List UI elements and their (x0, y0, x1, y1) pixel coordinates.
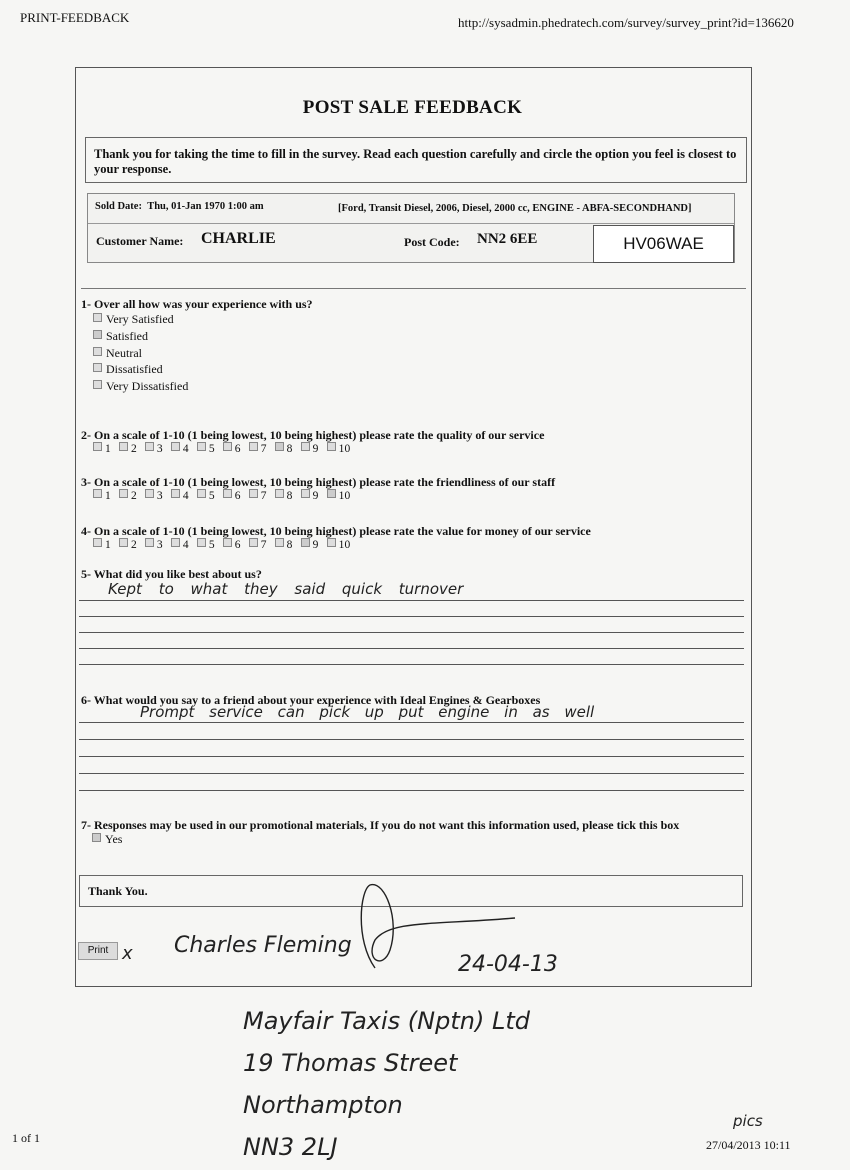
scale-option[interactable] (275, 538, 293, 551)
scale-option[interactable] (93, 538, 111, 551)
scale-label: 9 (312, 539, 319, 551)
answer-5-handwriting: Kept to what they said quick turnover (108, 580, 464, 598)
q1-option-label: Very Satisfied (106, 312, 174, 326)
scale-label: 5 (208, 490, 215, 502)
scale-label: 10 (338, 490, 351, 502)
scale-option[interactable] (197, 538, 215, 551)
scale-label: 4 (182, 443, 189, 455)
signature-mark: x (122, 943, 133, 964)
checkbox[interactable] (275, 538, 284, 547)
handwritten-address (243, 1000, 530, 1168)
scale-option[interactable] (171, 489, 189, 502)
checkbox[interactable] (301, 442, 310, 451)
scale-option[interactable] (327, 442, 351, 455)
checkbox-checked[interactable] (93, 330, 102, 339)
intro-box (85, 137, 747, 183)
scale-label: 9 (312, 443, 319, 455)
scale-label: 1 (105, 443, 111, 455)
scale-label: 9 (312, 490, 319, 502)
address-line: NN3 2LJ (243, 1133, 338, 1161)
q1-option[interactable] (93, 345, 188, 362)
address-line: 19 Thomas Street (243, 1049, 458, 1077)
scale-option[interactable] (145, 442, 163, 455)
checkbox[interactable] (93, 489, 102, 498)
checkbox[interactable] (327, 442, 336, 451)
customer-name-label: Customer Name: (96, 234, 184, 248)
scale-label: 6 (234, 490, 241, 502)
q1-option-label: Neutral (106, 345, 142, 360)
checkbox-checked[interactable] (327, 489, 336, 498)
scale-label: 8 (286, 443, 293, 455)
sold-date-value: Thu, 01-Jan 1970 1:00 am (147, 201, 264, 212)
checkbox-checked[interactable] (275, 442, 284, 451)
scale-label: 7 (260, 539, 267, 551)
scale-label: 3 (156, 490, 163, 502)
signature-name: Charles Fleming (174, 933, 352, 958)
post-code: NN2 6EE (477, 231, 538, 247)
scale-label: 5 (208, 443, 215, 455)
scale-option[interactable] (197, 489, 215, 502)
checkbox[interactable] (119, 489, 128, 498)
handwritten-note: pics (733, 1112, 763, 1130)
scale-option[interactable] (119, 538, 137, 551)
q1-option[interactable] (93, 311, 188, 328)
q1-option-label: Satisfied (106, 328, 148, 343)
registration-box: HV06WAE (593, 225, 734, 263)
scale-option[interactable] (171, 538, 189, 551)
info-divider (88, 223, 734, 224)
checkbox[interactable] (171, 538, 180, 547)
checkbox[interactable] (93, 380, 102, 389)
scale-option[interactable] (119, 489, 137, 502)
scale-option[interactable] (249, 442, 267, 455)
checkbox[interactable] (197, 538, 206, 547)
checkbox[interactable] (327, 538, 336, 547)
checkbox[interactable] (275, 489, 284, 498)
checkbox[interactable] (93, 538, 102, 547)
print-timestamp: 27/04/2013 10:11 (706, 1138, 791, 1152)
thank-you-text: Thank You. (88, 884, 148, 898)
question-3: 3- On a scale of 1-10 (1 being lowest, 10 being highest) please rate the friendliness of our staff (81, 475, 556, 489)
intro-text: Thank you for taking the time to fill in the survey. Read each question carefully and circle the option you feel is closest to your response. (94, 147, 737, 176)
scale-label: 1 (105, 490, 111, 502)
scale-option[interactable] (119, 442, 137, 455)
address-line: Mayfair Taxis (Nptn) Ltd (243, 1007, 530, 1035)
scale-label: 5 (208, 539, 215, 551)
checkbox[interactable] (145, 442, 154, 451)
scale-option[interactable] (171, 442, 189, 455)
scale-option[interactable] (223, 442, 241, 455)
q7-option[interactable] (92, 832, 122, 847)
q1-option-label: Very Dissatisfied (106, 379, 189, 394)
checkbox[interactable] (93, 363, 102, 372)
scale-label: 2 (130, 443, 137, 455)
question-3-scale (93, 489, 358, 502)
checkbox[interactable] (223, 442, 232, 451)
scale-option[interactable] (327, 538, 351, 551)
scale-label: 1 (105, 539, 111, 551)
answer-6-lines (79, 722, 744, 791)
question-2: 2- On a scale of 1-10 (1 being lowest, 10 being highest) please rate the quality of our service (81, 428, 545, 442)
form-title: POST SALE FEEDBACK (302, 97, 523, 118)
question-5: 5- What did you like best about us? (81, 567, 262, 581)
question-1-options (93, 311, 188, 395)
scale-label: 2 (130, 539, 137, 551)
question-7: 7- Responses may be used in our promotional materials, If you do not want this information used, please tick this box (81, 818, 680, 832)
q1-option[interactable] (93, 361, 188, 378)
q1-option-label: Dissatisfied (106, 362, 163, 377)
scale-label: 6 (234, 539, 241, 551)
scale-option-selected[interactable] (275, 442, 293, 455)
scale-option[interactable] (301, 489, 319, 502)
question-1: 1- Over all how was your experience with us? (81, 297, 313, 311)
checkbox-checked[interactable] (301, 538, 310, 547)
page-count: 1 of 1 (12, 1131, 40, 1145)
checkbox-checked[interactable] (92, 833, 101, 842)
checkbox[interactable] (223, 538, 232, 547)
print-button[interactable]: Print (78, 942, 118, 960)
scale-option[interactable] (93, 489, 111, 502)
checkbox[interactable] (93, 347, 102, 356)
scale-label: 7 (260, 443, 267, 455)
checkbox[interactable] (249, 489, 258, 498)
checkbox[interactable] (119, 538, 128, 547)
vehicle-details: [Ford, Transit Diesel, 2006, Diesel, 2000 cc, ENGINE - ABFA-SECONDHAND] (338, 203, 692, 214)
q1-option-selected[interactable] (93, 328, 188, 345)
checkbox[interactable] (197, 442, 206, 451)
checkbox[interactable] (249, 538, 258, 547)
page-header-label: PRINT-FEEDBACK (20, 10, 130, 25)
customer-name: CHARLIE (201, 230, 276, 247)
sold-date-label: Sold Date: (95, 201, 142, 212)
scale-option[interactable] (93, 442, 111, 455)
page-url: http://sysadmin.phedratech.com/survey/survey_print?id=136620 (458, 15, 794, 30)
checkbox[interactable] (119, 442, 128, 451)
scale-option-selected[interactable] (327, 489, 351, 502)
scale-label: 4 (182, 490, 189, 502)
scale-label: 8 (286, 490, 293, 502)
checkbox[interactable] (197, 489, 206, 498)
scale-option[interactable] (197, 442, 215, 455)
scale-option[interactable] (145, 538, 163, 551)
checkbox[interactable] (249, 442, 258, 451)
scale-label: 3 (156, 539, 163, 551)
scale-label: 10 (338, 443, 351, 455)
checkbox[interactable] (145, 538, 154, 547)
q7-option-label: Yes (105, 832, 123, 846)
scale-option[interactable] (301, 442, 319, 455)
scale-label: 3 (156, 443, 163, 455)
scale-label: 4 (182, 539, 189, 551)
checkbox[interactable] (223, 489, 232, 498)
scale-option[interactable] (249, 538, 267, 551)
answer-5-lines (79, 600, 744, 665)
scale-label: 2 (130, 490, 137, 502)
scale-option[interactable] (223, 538, 241, 551)
checkbox[interactable] (145, 489, 154, 498)
signature-date: 24-04-13 (458, 952, 558, 977)
address-line: Northampton (243, 1091, 403, 1119)
scale-label: 10 (338, 539, 351, 551)
question-4: 4- On a scale of 1-10 (1 being lowest, 10 being highest) please rate the value for money of our service (81, 524, 591, 538)
q1-option[interactable] (93, 378, 188, 395)
scale-option[interactable] (223, 489, 241, 502)
section-divider (81, 288, 746, 289)
scale-option-selected[interactable] (301, 538, 319, 551)
checkbox[interactable] (301, 489, 310, 498)
question-6: 6- What would you say to a friend about your experience with Ideal Engines & Gearboxes (81, 693, 541, 707)
scale-option[interactable] (275, 489, 293, 502)
checkbox[interactable] (171, 442, 180, 451)
checkbox[interactable] (171, 489, 180, 498)
question-2-scale (93, 442, 358, 455)
scale-option[interactable] (249, 489, 267, 502)
answer-6-handwriting: Prompt service can pick up put engine in as well (140, 703, 595, 721)
checkbox[interactable] (93, 442, 102, 451)
scale-label: 6 (234, 443, 241, 455)
post-code-label: Post Code: (404, 235, 460, 249)
scale-label: 7 (260, 490, 267, 502)
sold-date (95, 201, 264, 212)
checkbox[interactable] (93, 313, 102, 322)
scale-label: 8 (286, 539, 293, 551)
question-4-scale (93, 538, 358, 551)
scale-option[interactable] (145, 489, 163, 502)
